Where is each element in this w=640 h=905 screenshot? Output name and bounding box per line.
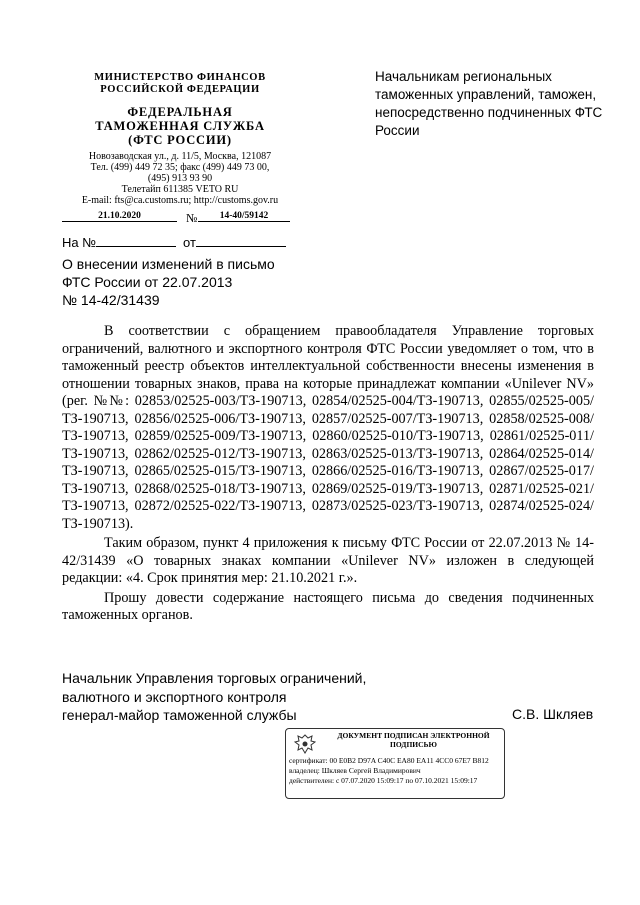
signatory-title xyxy=(62,669,382,725)
stamp-validity: действителен: с 07.07.2020 15:09:17 по 07.10.2021 15:09:17 xyxy=(289,776,478,785)
subject-line1: О внесении изменений в письмо xyxy=(62,256,275,272)
signatory-line1: Начальник Управления торговых ограничений, xyxy=(62,670,367,686)
addressee: Начальникам региональных таможенных управлений, таможен, непосредственно подчиненных ФТС России xyxy=(375,69,603,138)
stamp-title: ДОКУМЕНТ ПОДПИСАН ЭЛЕКТРОННОЙ ПОДПИСЬЮ xyxy=(337,731,490,749)
reg-date-row xyxy=(62,211,177,222)
ref-label: На № xyxy=(62,235,97,250)
address-line1: Новозаводская ул., д. 11/5, Москва, 121087 xyxy=(88,151,272,162)
sender-address xyxy=(55,151,305,206)
body-paragraph-3: Прошу довести содержание настоящего письма до сведения подчиненных таможенных органов. xyxy=(62,589,594,623)
signatory-name: С.В. Шкляев xyxy=(512,706,594,722)
ref-row xyxy=(62,234,176,250)
body-paragraph-1: В соответствии с обращением правообладателя Управление торговых ограничений, валютного и экспортного контроля ФТС России уведомляет о том, что в таможенный реестр объектов интеллектуальной собственности внесены изменения в отношении товарных знаков, права на которые принадлежат компании «Unilever NV» (рег. №№: 02853/02525-003/ТЗ-190713, 02854/02525-004/ТЗ-190713, 02855/02525-005/ТЗ-190713, 02856/02525-006/ТЗ-190713, 02857/02525-007/ТЗ-190713, 02858/02525-008/ТЗ-190713, 02859/02525-009/ТЗ-190713, 02860/02525-010/ТЗ-190713, 02861/02525-011/ТЗ-190713, 02862/02525-012/ТЗ-190713, 02863/02525-013/ТЗ-190713, 02864/02525-014/ТЗ-190713, 02865/02525-015/ТЗ-190713, 02866/02525-016/ТЗ-190713, 02867/02525-017/ТЗ-190713, 02868/02525-018/ТЗ-190713, 02869/02525-019/ТЗ-190713, 02871/02525-021/ТЗ-190713, 02872/02525-022/ТЗ-190713, 02873/02525-023/ТЗ-190713, 02874/02525-024/ТЗ-190713). xyxy=(62,323,594,532)
reg-number-row xyxy=(198,211,290,222)
reg-number: 14-40/59142 xyxy=(198,211,290,222)
stamp-certificate: сертификат: 00 E0B2 D97A C40C EA80 EA11 4CC0 67E7 B812 xyxy=(289,756,489,765)
address-line3: (495) 913 93 90 xyxy=(147,173,213,184)
service-name-line1: ФЕДЕРАЛЬНАЯ xyxy=(127,105,233,119)
stamp-owner: владелец: Шкляев Сергей Владимирович xyxy=(289,766,421,775)
service-name-line3: (ФТС РОССИИ) xyxy=(128,133,232,147)
e-signature-stamp xyxy=(285,728,505,799)
service-name xyxy=(60,105,300,147)
ref-blank xyxy=(96,234,176,247)
from-label: от xyxy=(183,235,196,250)
address-line5: E-mail: fts@ca.customs.ru; http://customs.gov.ru xyxy=(81,195,279,206)
from-blank xyxy=(196,234,286,247)
eagle-emblem-icon xyxy=(290,732,320,756)
subject-line2: ФТС России от 22.07.2013 xyxy=(62,274,233,290)
address-line4: Телетайп 611385 VETO RU xyxy=(121,184,239,195)
address-line2: Тел. (499) 449 72 35; факс (499) 449 73 00, xyxy=(90,162,270,173)
reg-date: 21.10.2020 xyxy=(62,211,177,222)
from-row xyxy=(183,234,286,250)
ministry-name: МИНИСТЕРСТВО ФИНАНСОВ РОССИЙСКОЙ ФЕДЕРАЦИИ xyxy=(94,72,266,95)
subject xyxy=(62,255,302,309)
letter-body xyxy=(62,323,594,625)
signatory-line2: валютного и экспортного контроля xyxy=(62,688,287,705)
reg-number-sign: № xyxy=(186,211,198,225)
stamp-details xyxy=(289,756,503,786)
service-name-line2: ТАМОЖЕННАЯ СЛУЖБА xyxy=(95,119,265,133)
subject-line3: № 14-42/31439 xyxy=(62,292,160,308)
body-paragraph-2: Таким образом, пункт 4 приложения к письму ФТС России от 22.07.2013 № 14-42/31439 «О товарных знаках компании «Unilever NV» изложен в следующей редакции: «4. Срок принятия мер: 21.10.2021 г.». xyxy=(62,535,594,586)
signatory-line3: генерал-майор таможенной службы xyxy=(62,707,297,723)
